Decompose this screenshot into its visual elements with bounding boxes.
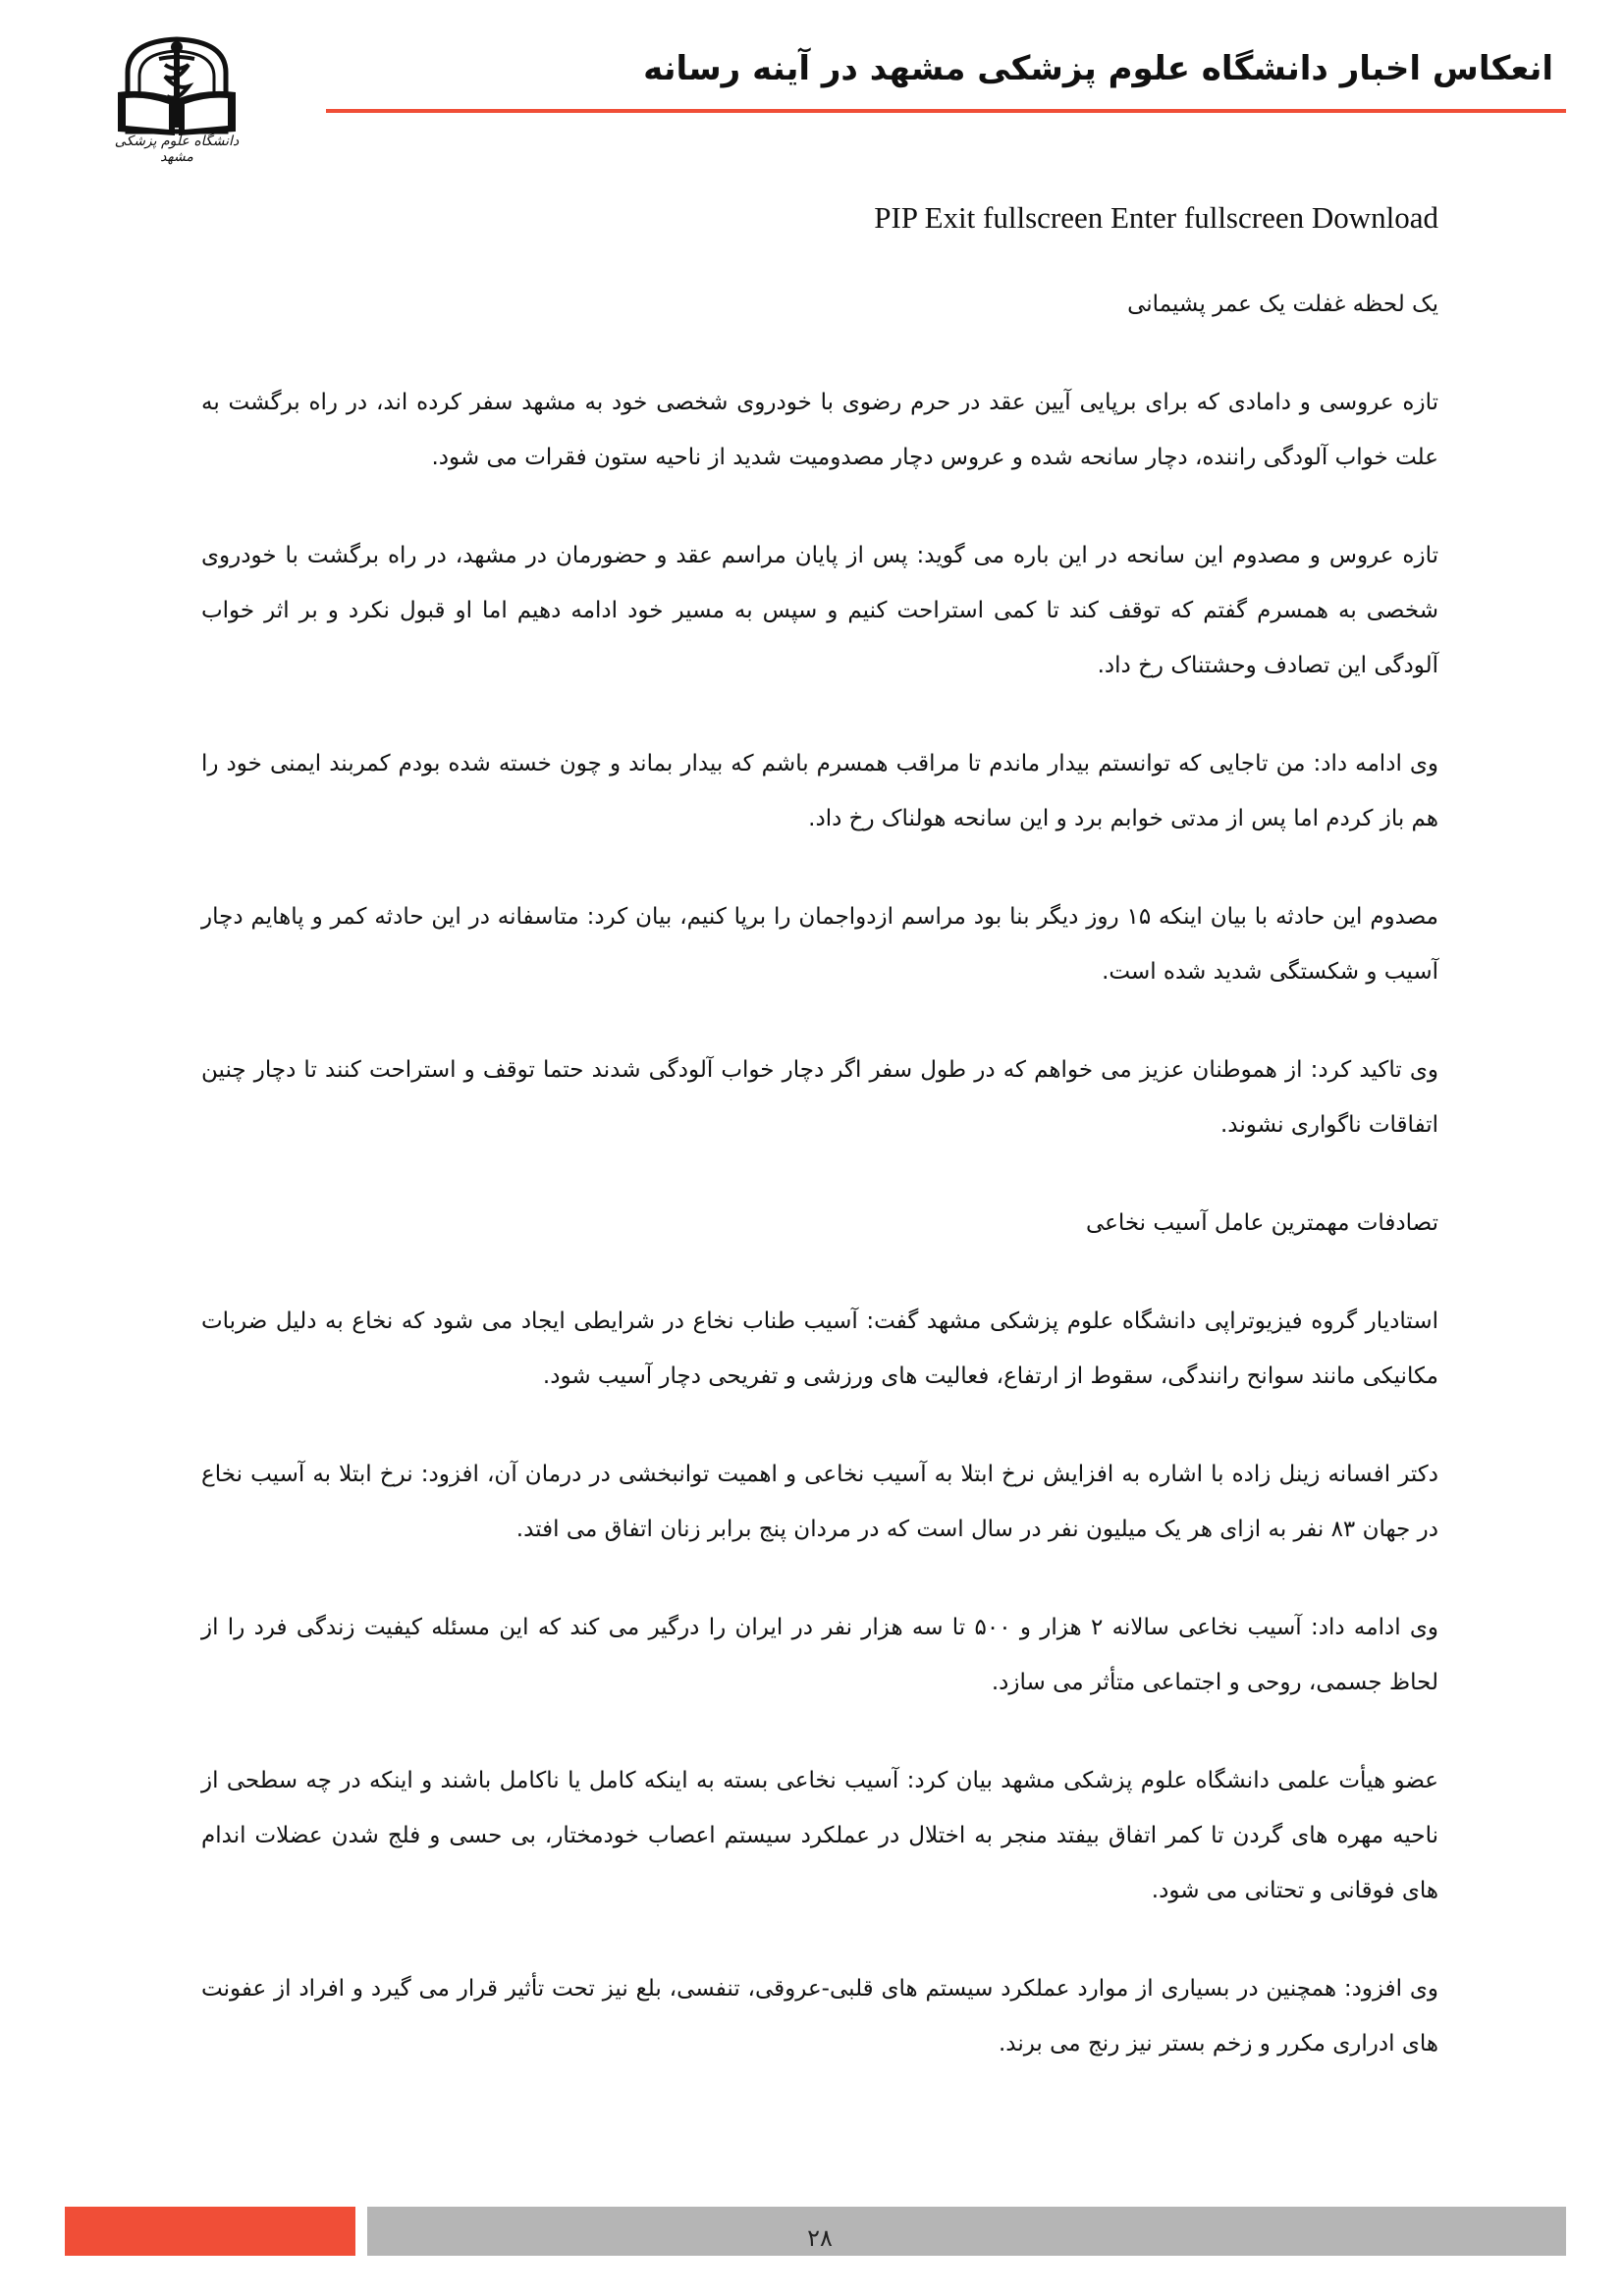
article-paragraph: تازه عروس و مصدوم این سانحه در این باره می گوید: پس از پایان مراسم عقد و حضورمان در مشهد، در راه برگشت با خودروی شخصی به همسرم گفتم که توقف کند تا کمی استراحت کنیم و سپس به مسیر خود ادامه دهیم اما او قبول نکرد و بر اثر خواب آلودگی این تصادف وحشتناک رخ داد. bbox=[201, 543, 1438, 678]
article-heading: یک لحظه غفلت یک عمر پشیمانی bbox=[1127, 292, 1438, 317]
article-paragraph: مصدوم این حادثه با بیان اینکه ۱۵ روز دیگر بنا بود مراسم ازدواجمان را برپا کنیم، بیان کرد: متاسفانه در این حادثه کمر و پاهایم دچار آسیب و شکستگی شدید شده است. bbox=[201, 904, 1439, 985]
page-number: ۲۸ bbox=[807, 2224, 833, 2252]
article-paragraph: وی ادامه داد: من تاجایی که توانستم بیدار ماندم تا مراقب همسرم باشم که بیدار بماند و چون خسته شده بودم کمربند ایمنی خود را هم باز کردم اما پس از مدتی خوابم برد و این سانحه هولناک رخ داد. bbox=[201, 751, 1438, 831]
article-paragraph: وی تاکید کرد: از هموطنان عزیز می خواهم که در طول سفر اگر دچار خواب آلودگی شدند حتما توقف و استراحت کنند تا دچار چنین اتفاقات ناگواری نشوند. bbox=[201, 1057, 1438, 1138]
header-divider bbox=[326, 109, 1566, 113]
media-controls-text: PIP Exit fullscreen Enter fullscreen Download bbox=[874, 200, 1438, 235]
article-paragraph: وی ادامه داد: آسیب نخاعی سالانه ۲ هزار و ۵۰۰ تا سه هزار نفر در ایران را درگیر می کند که این مسئله کیفیت زندگی فرد را از لحاظ جسمی، روحی و اجتماعی متأثر می سازد. bbox=[201, 1615, 1438, 1695]
article-paragraph: استادیار گروه فیزیوتراپی دانشگاه علوم پزشکی مشهد گفت: آسیب طناب نخاع در شرایطی ایجاد می شود که نخاع به دلیل ضربات مکانیکی مانند سوانح رانندگی، سقوط از ارتفاع، فعالیت های ورزشی و تفریحی دچار آسیب شود. bbox=[201, 1308, 1438, 1389]
footer-bar bbox=[367, 2207, 1566, 2256]
university-emblem-icon bbox=[108, 33, 245, 141]
footer-accent-bar bbox=[65, 2207, 355, 2256]
page-title: انعکاس اخبار دانشگاه علوم پزشکی مشهد در آینه رسانه bbox=[643, 49, 1553, 88]
logo-caption: دانشگاه علوم پزشکی مشهد bbox=[114, 133, 240, 165]
article-paragraph: تازه عروسی و دامادی که برای برپایی آیین عقد در حرم رضوی با خودروی شخصی خود به مشهد سفر کرده اند، در راه برگشت به علت خواب آلودگی راننده، دچار سانحه شده و عروس دچار مصدومیت شدید از ناحیه ستون فقرات می شود. bbox=[201, 390, 1438, 470]
article-paragraph: عضو هیأت علمی دانشگاه علوم پزشکی مشهد بیان کرد: آسیب نخاعی بسته به اینکه کامل یا ناکامل باشند و اینکه در چه سطحی از ناحیه مهره های گردن تا کمر اتفاق بیفتد منجر به اختلال در عملکرد سیستم اعصاب خودمختار، بی حسی و فلج شدن عضلات اندام های فوقانی و تحتانی می شود. bbox=[201, 1768, 1438, 1903]
article-subheading: تصادفات مهمترین عامل آسیب نخاعی bbox=[1085, 1210, 1438, 1236]
article-paragraph: دکتر افسانه زینل زاده با اشاره به افزایش نرخ ابتلا به آسیب نخاعی و اهمیت توانبخشی در درمان آن، افزود: نرخ ابتلا به آسیب نخاع در جهان ۸۳ نفر به ازای هر یک میلیون نفر در سال است که در مردان پنج برابر زنان اتفاق می افتد. bbox=[201, 1462, 1438, 1542]
page-header bbox=[0, 0, 1624, 167]
article-paragraph: وی افزود: همچنین در بسیاری از موارد عملکرد سیستم های قلبی-عروقی، تنفسی، بلع نیز تحت تأثیر قرار می گیرد و افراد از عفونت های ادراری مکرر و زخم بستر نیز رنج می برند. bbox=[201, 1976, 1438, 2056]
article-body bbox=[201, 192, 1438, 2114]
